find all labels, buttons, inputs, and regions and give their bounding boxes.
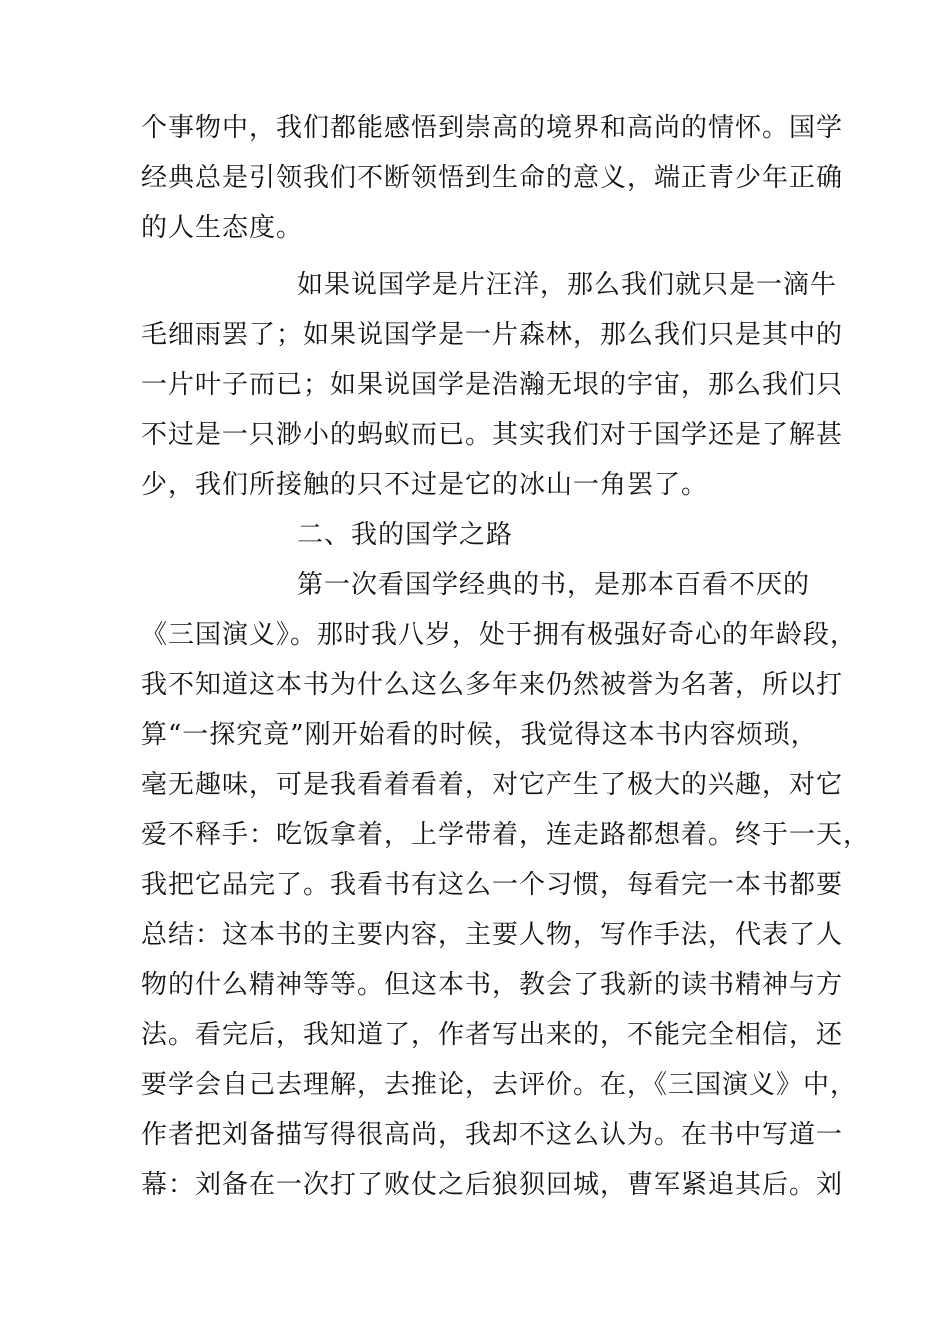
paragraph-2-line-5: 少，我们所接触的只不过是它的冰山一角罢了。 [141,470,709,500]
paragraph-3-line-12: 作者把刘备描写得很高尚，我却不这么认为。在书中写道一 [141,1120,844,1150]
paragraph-3-line-11: 要学会自己去理解，去推论，去评价。在，《三国演义》中， [141,1070,858,1100]
document-body [141,103,871,1210]
paragraph-3-line-4: 算“一探究竟”刚开始看的时候，我觉得这本书内容烦琐， [141,720,818,750]
paragraph-2-line-2: 毛细雨罢了；如果说国学是一片森林，那么我们只是其中的 [141,320,844,350]
section-heading: 二、我的国学之路 [297,520,514,550]
paragraph-3-line-2: 《三国演义》。那时我八岁，处于拥有极强好奇心的年龄段， [141,620,858,650]
paragraph-2-line-3: 一片叶子而已；如果说国学是浩瀚无垠的宇宙，那么我们只 [141,370,844,400]
paragraph-3-line-3: 我不知道这本书为什么这么多年来仍然被誉为名著，所以打 [141,670,844,700]
paragraph-3-line-13: 幕：刘备在一次打了败仗之后狼狈回城，曹军紧追其后。刘 [141,1170,844,1200]
paragraph-2-line-4: 不过是一只渺小的蚂蚁而已。其实我们对于国学还是了解甚 [141,420,844,450]
paragraph-3-line-8: 总结：这本书的主要内容，主要人物，写作手法，代表了人 [141,920,844,950]
paragraph-3-line-1: 第一次看国学经典的书，是那本百看不厌的 [297,570,811,600]
paragraph-3-line-10: 法。看完后，我知道了，作者写出来的，不能完全相信，还 [141,1020,844,1050]
paragraph-1-line-2: 经典总是引领我们不断领悟到生命的意义，端正青少年正确 [141,163,844,193]
paragraph-1-line-3: 的人生态度。 [141,213,304,243]
paragraph-3-line-6: 爱不释手：吃饭拿着，上学带着，连走路都想着。终于一天， [141,820,871,850]
paragraph-2-line-1: 如果说国学是片汪洋，那么我们就只是一滴牛 [297,270,838,300]
paragraph-3-line-9: 物的什么精神等等。但这本书，教会了我新的读书精神与方 [141,970,844,1000]
paragraph-1-line-1: 个事物中，我们都能感悟到崇高的境界和高尚的情怀。国学 [141,113,844,143]
paragraph-3-line-5: 毫无趣味，可是我看着看着，对它产生了极大的兴趣，对它 [141,770,844,800]
paragraph-3-line-7: 我把它品完了。我看书有这么一个习惯，每看完一本书都要 [141,870,844,900]
